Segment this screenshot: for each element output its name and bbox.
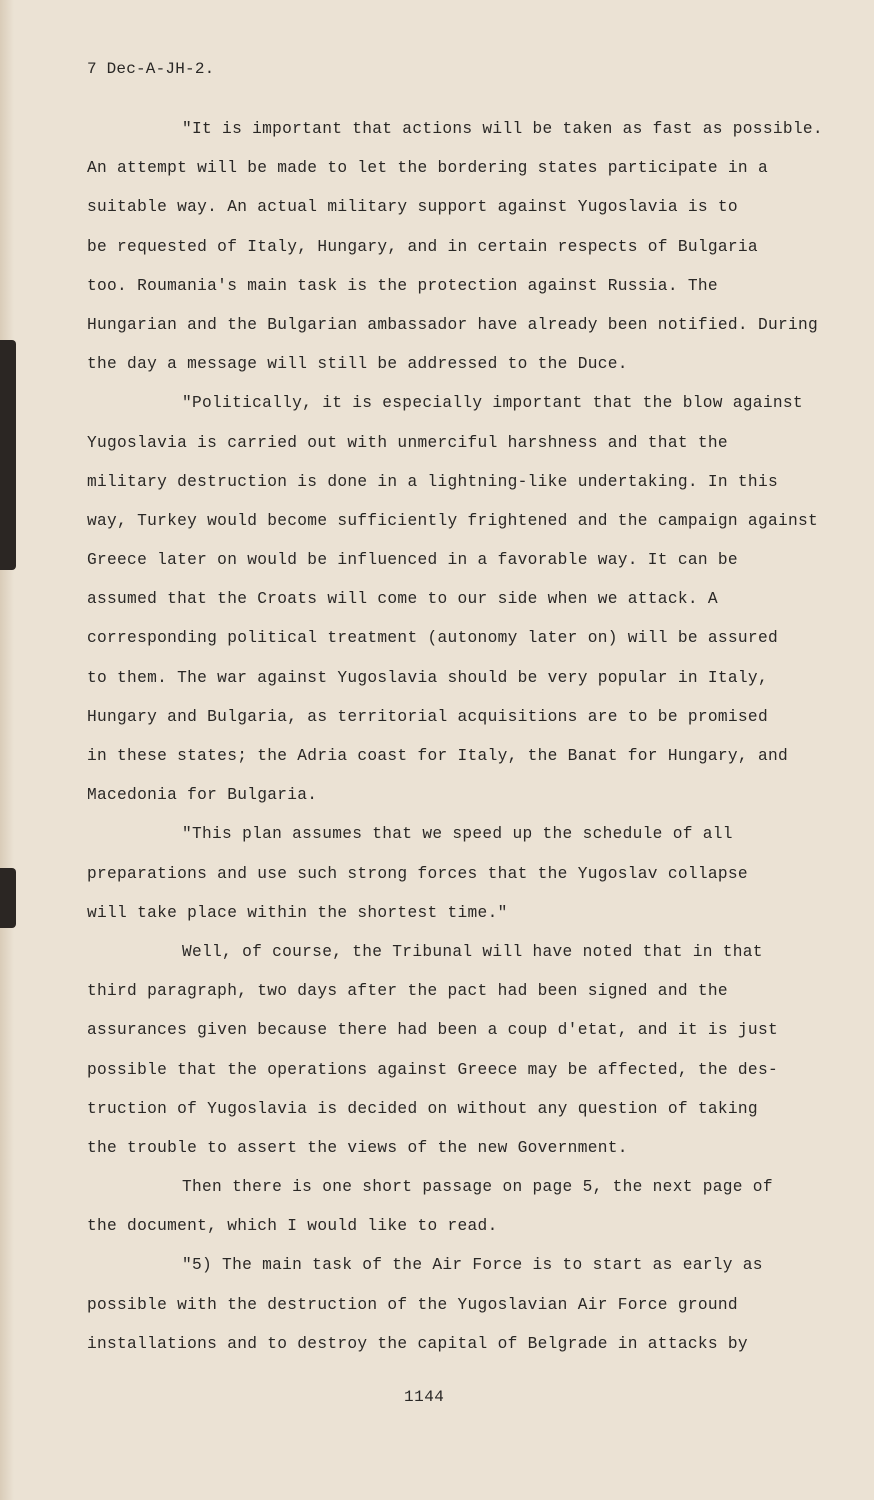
page-edge [0, 0, 14, 1500]
text-line: in these states; the Adria coast for Italy, the Banat for Hungary, and [87, 747, 788, 765]
text-line: Greece later on would be influenced in a favorable way. It can be [87, 551, 738, 570]
text-line: will take place within the shortest time." [87, 903, 508, 922]
text-line: suitable way. An actual military support against Yugoslavia is to [87, 198, 738, 217]
text-line: be requested of Italy, Hungary, and in certain respects of Bulgaria [87, 237, 758, 256]
text-line: Hungarian and the Bulgarian ambassador have already been notified. During [87, 315, 819, 334]
text-line: Yugoslavia is carried out with unmerciful harshness and that the [87, 433, 728, 452]
text-line: way, Turkey would become sufficiently frightened and the campaign against [87, 511, 819, 530]
text-line: too. Roumania's main task is the protection against Russia. The [87, 276, 718, 295]
text-line: Hungary and Bulgaria, as territorial acquisitions are to be promised [87, 707, 768, 726]
text-line: truction of Yugoslavia is decided on without any question of taking [87, 1099, 758, 1118]
binding-mark [0, 340, 16, 570]
binding-mark [0, 868, 16, 928]
document-reference: 7 Dec-A-JH-2. [87, 60, 215, 78]
text-line: An attempt will be made to let the bordering states participate in a [87, 159, 768, 178]
text-line: "This plan assumes that we speed up the schedule of all [182, 825, 733, 844]
text-line: assumed that the Croats will come to our side when we attack. A [87, 590, 718, 609]
text-line: "Politically, it is especially important that the blow against [182, 394, 803, 413]
text-line: the document, which I would like to read. [87, 1217, 498, 1236]
text-line: preparations and use such strong forces that the Yugoslav collapse [87, 864, 748, 883]
text-line: Then there is one short passage on page 5, the next page of [182, 1178, 773, 1197]
text-line: corresponding political treatment (autonomy later on) will be assured [87, 629, 778, 648]
text-line: military destruction is done in a lightning-like undertaking. In this [87, 472, 778, 491]
document-body [87, 110, 823, 1364]
page-number: 1144 [404, 1388, 445, 1406]
text-line: Well, of course, the Tribunal will have noted that in that [182, 942, 763, 961]
text-line: possible with the destruction of the Yugoslavian Air Force ground [87, 1295, 738, 1314]
text-line: Macedonia for Bulgaria. [87, 786, 318, 805]
text-line: installations and to destroy the capital of Belgrade in attacks by [87, 1334, 748, 1353]
text-line: the trouble to assert the views of the new Government. [87, 1138, 628, 1157]
text-line: the day a message will still be addressed to the Duce. [87, 355, 628, 374]
text-line: "It is important that actions will be taken as fast as possible. [182, 120, 823, 138]
text-line: possible that the operations against Greece may be affected, the des- [87, 1060, 778, 1079]
text-line: assurances given because there had been a coup d'etat, and it is just [87, 1021, 778, 1040]
text-line: "5) The main task of the Air Force is to start as early as [182, 1256, 763, 1275]
text-line: to them. The war against Yugoslavia should be very popular in Italy, [87, 668, 768, 687]
text-line: third paragraph, two days after the pact had been signed and the [87, 982, 728, 1001]
